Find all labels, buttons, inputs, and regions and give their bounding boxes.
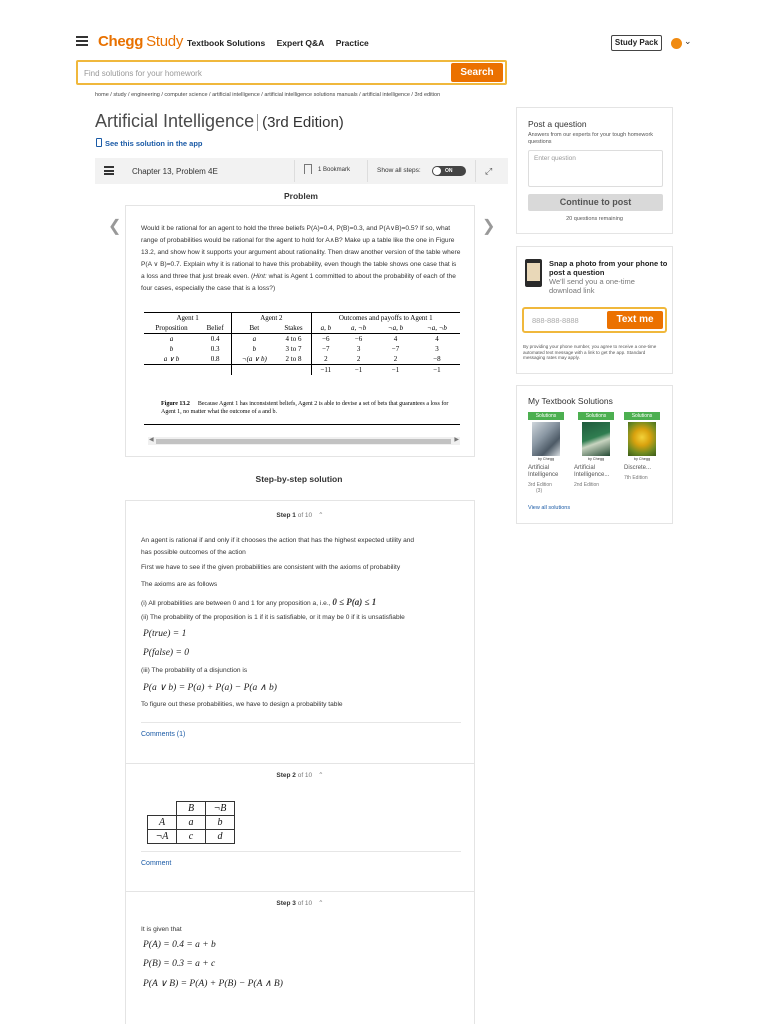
toggle-knob bbox=[433, 167, 441, 175]
snap-photo-card bbox=[516, 246, 673, 374]
step-text: It is given that bbox=[141, 926, 182, 933]
phone-icon bbox=[525, 259, 542, 287]
snap-title: Snap a photo from your phone to post a question bbox=[549, 259, 668, 277]
nav-textbook-solutions[interactable]: Textbook Solutions bbox=[187, 38, 266, 48]
search-input[interactable] bbox=[84, 66, 444, 80]
book-edition: (3rd Edition) bbox=[257, 114, 344, 131]
chevron-up-icon: ⌃ bbox=[318, 512, 324, 519]
post-question-subtitle: Answers from our experts for your tough homework questions bbox=[528, 132, 654, 145]
step-1-card bbox=[125, 500, 475, 763]
table-header: Outcomes and payoffs to Agent 1 bbox=[338, 314, 433, 322]
book-tile[interactable] bbox=[624, 412, 656, 481]
search-button[interactable]: Search bbox=[451, 63, 503, 82]
phone-number-input[interactable] bbox=[532, 314, 602, 326]
figure-13-2 bbox=[144, 312, 460, 425]
book-cover[interactable] bbox=[628, 422, 656, 456]
chegg-study-logo[interactable]: Chegg Study bbox=[98, 33, 184, 50]
step-text: (iii) The probability of a disjunction is bbox=[141, 667, 248, 674]
table-subheader: Proposition bbox=[144, 323, 199, 334]
my-textbook-solutions-card bbox=[516, 385, 673, 524]
step-by-step-heading: Step-by-step solution bbox=[255, 474, 343, 484]
chapter-problem-label[interactable]: Chapter 13, Problem 4E bbox=[132, 167, 218, 176]
text-me-button[interactable]: Text me bbox=[607, 311, 663, 329]
post-question-title: Post a question bbox=[528, 119, 587, 129]
search-bar bbox=[76, 60, 507, 85]
solutions-badge: Solutions bbox=[624, 412, 660, 420]
table-subheader: ¬a, ¬b bbox=[414, 323, 460, 334]
chapter-toolbar bbox=[95, 158, 508, 184]
show-all-steps-label: Show all steps: bbox=[377, 167, 421, 174]
page-title bbox=[95, 111, 344, 132]
probability-matrix: B ¬B A a b ¬A c d bbox=[147, 801, 235, 844]
chevron-up-icon: ⌃ bbox=[318, 772, 324, 779]
comments-link[interactable]: Comments (1) bbox=[141, 731, 186, 738]
table-header: Agent 2 bbox=[232, 313, 311, 323]
nav-expert-qa[interactable]: Expert Q&A bbox=[276, 38, 325, 48]
scroll-left-icon[interactable]: ◀ bbox=[149, 437, 154, 443]
table-subheader: Belief bbox=[199, 323, 232, 334]
breadcrumb[interactable]: home / study / engineering / computer science / artificial intelligence / artificial intelligence solutions manuals / artificial intelligence / 3rd edition bbox=[95, 92, 441, 98]
figure-caption: Figure 13.2 Because Agent 1 has inconsistent beliefs, Agent 2 is able to devise a set of bets that guarantees a loss for Agent 1, no matter what the outcome of a and b. bbox=[161, 401, 449, 415]
step-2-card bbox=[125, 763, 475, 891]
questions-remaining: 20 questions remaining bbox=[566, 216, 623, 222]
step-text: To figure out these probabilities, we have to design a probability table bbox=[141, 701, 343, 708]
table-row: b 0.3 b 3 to 7 −7 3 −7 3 bbox=[169, 345, 439, 353]
phone-icon bbox=[96, 138, 102, 147]
see-in-app-link[interactable]: See this solution in the app bbox=[96, 138, 203, 148]
continue-to-post-button[interactable]: Continue to post bbox=[528, 194, 663, 211]
next-problem-icon[interactable]: ❯ bbox=[482, 218, 496, 235]
math-equation: P(a ∨ b) = P(a) + P(a) − P(a ∧ b) bbox=[143, 683, 277, 693]
divider bbox=[141, 851, 461, 852]
table-subheader: a, b bbox=[311, 323, 340, 334]
step-text: (ii) The probability of the proposition is 1 if it is satisfiable, or it may be 0 if it is unsatisfiable bbox=[141, 614, 405, 621]
previous-problem-icon[interactable]: ❮ bbox=[108, 218, 122, 235]
book-edition: 7th Edition bbox=[624, 475, 648, 481]
math-equation: P(false) = 0 bbox=[143, 648, 189, 658]
book-extra: (3) bbox=[536, 488, 543, 494]
math-equation: P(A) = 0.4 = a + b bbox=[143, 940, 216, 950]
problem-text: Would it be rational for an agent to hold the three beliefs P(A)=0.4, P(B)=0.3, and P(A∨B)=0.5? If so, what range of probabilities would be rational for the agent to hold for A∧B? Make up a table like the one in Figure 13.2, and show how it supports your argument about rationality. Then draw another version of the table where P(A ∨ B)=0.7. Explain why it is rational to have this probability, even though the table shows one case that is a loss and three that just break even. (Hint: what is Agent 1 committed to about the probability of each of the four cases, especially the case that is a loss?) bbox=[141, 225, 461, 292]
snap-subtitle: We'll send you a one-time download link bbox=[549, 277, 635, 295]
table-subheader: Bet bbox=[232, 323, 277, 334]
nav-practice[interactable]: Practice bbox=[335, 38, 369, 48]
publisher-label: by Chegg bbox=[537, 457, 555, 461]
book-title[interactable]: Artificial Intelligence bbox=[528, 465, 559, 478]
question-input[interactable] bbox=[528, 150, 663, 187]
horizontal-scrollbar[interactable] bbox=[148, 437, 460, 445]
toggle-label: ON bbox=[445, 167, 453, 174]
divider bbox=[367, 160, 368, 182]
step-text: (i) All probabilities are between 0 and 1 for any proposition a, i.e., 0 ≤ P(a) ≤ 1 bbox=[141, 597, 377, 607]
table-row: a ∨ b 0.8 ¬(a ∨ b) 2 to 8 2 2 2 −8 bbox=[144, 354, 460, 365]
math-equation: P(true) = 1 bbox=[143, 629, 187, 639]
divider bbox=[475, 160, 476, 182]
legal-disclaimer: By providing your phone number, you agree to receive a one-time automated text message with a link to get the app. Standard messaging rates may apply. bbox=[523, 344, 657, 360]
book-edition: 3rd Edition bbox=[528, 482, 552, 488]
betting-table bbox=[144, 313, 460, 375]
table-totals-row: −11 −1 −1 −1 bbox=[144, 365, 460, 376]
book-cover[interactable] bbox=[532, 422, 560, 456]
comment-link[interactable]: Comment bbox=[141, 860, 172, 867]
step-2-header[interactable]: Step 2 of 10 ⌃ bbox=[276, 772, 324, 779]
bookmark-count[interactable]: 1 Bookmark bbox=[318, 167, 351, 173]
publisher-label: by Chegg bbox=[633, 457, 651, 461]
chapter-list-icon[interactable] bbox=[104, 166, 114, 175]
table-subheader: a, ¬b bbox=[340, 323, 377, 334]
book-cover[interactable] bbox=[582, 422, 610, 456]
my-solutions-title: My Textbook Solutions bbox=[528, 396, 613, 406]
divider bbox=[141, 722, 461, 723]
divider bbox=[294, 160, 295, 182]
avatar[interactable] bbox=[671, 38, 682, 49]
main-nav bbox=[187, 38, 378, 48]
problem-card bbox=[125, 205, 475, 457]
book-title: Artificial Intelligence bbox=[95, 111, 255, 131]
show-all-steps-toggle[interactable] bbox=[432, 166, 466, 176]
expand-icon[interactable]: ⤢ bbox=[485, 166, 493, 176]
post-question-card bbox=[516, 107, 673, 234]
publisher-label: by Chegg bbox=[587, 457, 605, 461]
table-header: Agent 1 bbox=[144, 313, 232, 323]
view-all-solutions-link[interactable]: View all solutions bbox=[528, 505, 571, 511]
step-text: has possible outcomes of the action bbox=[141, 549, 246, 556]
table-subheader: Stakes bbox=[276, 323, 311, 334]
table-row: a 0.4 a 4 to 6 −6 −6 4 4 bbox=[169, 335, 439, 343]
solutions-badge: Solutions bbox=[528, 412, 564, 420]
step-text: The axioms are as follows bbox=[141, 581, 218, 588]
problem-heading: Problem bbox=[283, 191, 318, 201]
step-text: First we have to see if the given probabilities are consistent with the axioms of probability bbox=[141, 564, 401, 571]
scrollbar-thumb[interactable] bbox=[156, 439, 451, 444]
chevron-down-icon[interactable]: ⌄ bbox=[684, 36, 692, 46]
step-1-header[interactable]: Step 1 of 10 ⌃ bbox=[276, 512, 324, 519]
table-subheader: ¬a, b bbox=[377, 323, 414, 334]
chevron-up-icon: ⌃ bbox=[318, 900, 324, 907]
solutions-badge: Solutions bbox=[578, 412, 614, 420]
math-equation: P(A ∨ B) = P(A) + P(B) − P(A ∧ B) bbox=[143, 979, 283, 989]
step-text: An agent is rational if and only if it chooses the action that has the highest expected utility and bbox=[141, 537, 415, 544]
book-tile[interactable] bbox=[528, 412, 560, 494]
bookmark-icon[interactable] bbox=[304, 164, 312, 174]
book-title[interactable]: Artificial Intelligence... bbox=[574, 465, 610, 478]
scroll-right-icon[interactable]: ▶ bbox=[454, 437, 459, 443]
math-equation: P(B) = 0.3 = a + c bbox=[143, 959, 216, 969]
book-tile[interactable] bbox=[574, 412, 610, 488]
hamburger-menu-icon[interactable] bbox=[76, 36, 88, 46]
book-edition: 2nd Edition bbox=[574, 482, 600, 488]
step-3-header[interactable]: Step 3 of 10 ⌃ bbox=[276, 900, 324, 907]
study-pack-button[interactable]: Study Pack bbox=[611, 35, 662, 51]
book-title[interactable]: Discrete... bbox=[624, 465, 652, 471]
site-header bbox=[0, 0, 768, 58]
phone-number-field bbox=[522, 307, 667, 333]
step-3-card bbox=[125, 891, 475, 1024]
